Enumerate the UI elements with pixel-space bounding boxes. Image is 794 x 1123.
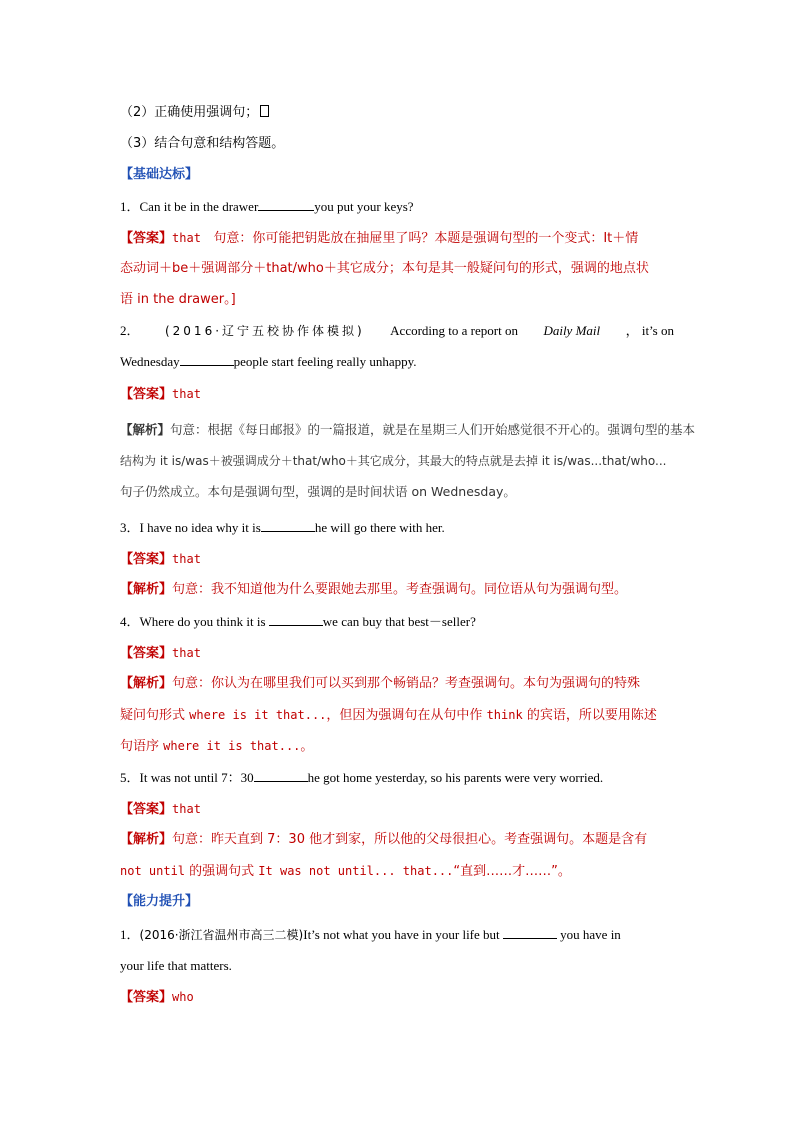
answer-blank (254, 769, 308, 782)
section-basic-heading: 【基础达标】 (120, 167, 199, 182)
p1-answer-line: 【答案】who (120, 990, 194, 1005)
q2-answer-line: 【答案】that (120, 387, 201, 402)
q5-explanation-line-2: not until 的强调句式 It was not until... that...“直到……才……”。 (120, 864, 571, 879)
q1-explanation-line-2: 态动词＋be＋强调部分＋that/who＋其它成分；本句是其一般疑问句的形式，强调的地点状 (120, 261, 649, 276)
q4-explanation-line-1: 【解析】句意：你认为在哪里我们可以买到那个畅销品？考查强调句。本句为强调句的特殊 (120, 676, 641, 691)
q2-explanation-line-2: 结构为 it is/was＋被强调成分＋that/who＋其它成分，其最大的特点就是去掉 it is/was...that/who... (120, 454, 667, 468)
q4-explanation-line-2: 疑问句形式 where is it that...，但因为强调句在从句中作 think 的宾语，所以要用陈述 (120, 708, 657, 723)
answer-blank (258, 198, 314, 211)
question-5: 5．It was not until 7：30 he got home yesterday, so his parents were very worried. (120, 770, 604, 785)
question-2-line-2: Wednesday people start feeling really unhappy. (120, 354, 417, 369)
intro-item-3: （3）结合句意和结构答题。 (120, 136, 285, 151)
q2-explanation-line-1: 【解析】句意：根据《每日邮报》的一篇报道，就是在星期三人们开始感觉很不开心的。强调句型的基本 (120, 422, 696, 437)
q1-answer-line: 【答案】that 句意：你可能把钥匙放在抽屉里了吗？本题是强调句型的一个变式：It＋情 (120, 231, 639, 246)
advanced-question-1-line-2: your life that matters. (120, 958, 232, 973)
answer-blank (180, 353, 234, 366)
question-3: 3．I have no idea why it is he will go there with her. (120, 520, 445, 535)
q2-explanation-line-3: 句子仍然成立。本句是强调句型，强调的是时间状语 on Wednesday。 (120, 484, 516, 499)
q4-explanation-line-3: 句语序 where it is that...。 (120, 739, 314, 754)
q3-answer-line: 【答案】that (120, 552, 201, 567)
question-4: 4．Where do you think it is we can buy that best－seller? (120, 614, 476, 629)
question-1: 1．Can it be in the drawer you put your keys? (120, 199, 414, 214)
section-advanced-heading: 【能力提升】 (120, 894, 199, 909)
advanced-question-1-line-1: 1．(2016·浙江省温州市高三二模)It’s not what you have in your life but you have in (120, 927, 621, 942)
answer-blank (269, 613, 323, 626)
intro-item-2: （2）正确使用强调句； (120, 104, 269, 122)
question-2-line-1: 2． (2016·辽宁五校协作体模拟) According to a report on Daily Mail ， it’s on (120, 323, 674, 338)
q1-explanation-line-3: 语 in the drawer。] (120, 292, 236, 307)
q3-explanation: 【解析】句意：我不知道他为什么要跟她去那里。考查强调句。同位语从句为强调句型。 (120, 582, 628, 597)
answer-blank (261, 519, 315, 532)
placeholder-box-icon (260, 105, 269, 117)
q5-answer-line: 【答案】that (120, 802, 201, 817)
q5-explanation-line-1: 【解析】句意：昨天直到 7：30 他才到家，所以他的父母很担心。考查强调句。本题是含有 (120, 832, 648, 847)
q4-answer-line: 【答案】that (120, 646, 201, 661)
answer-blank (503, 926, 557, 939)
